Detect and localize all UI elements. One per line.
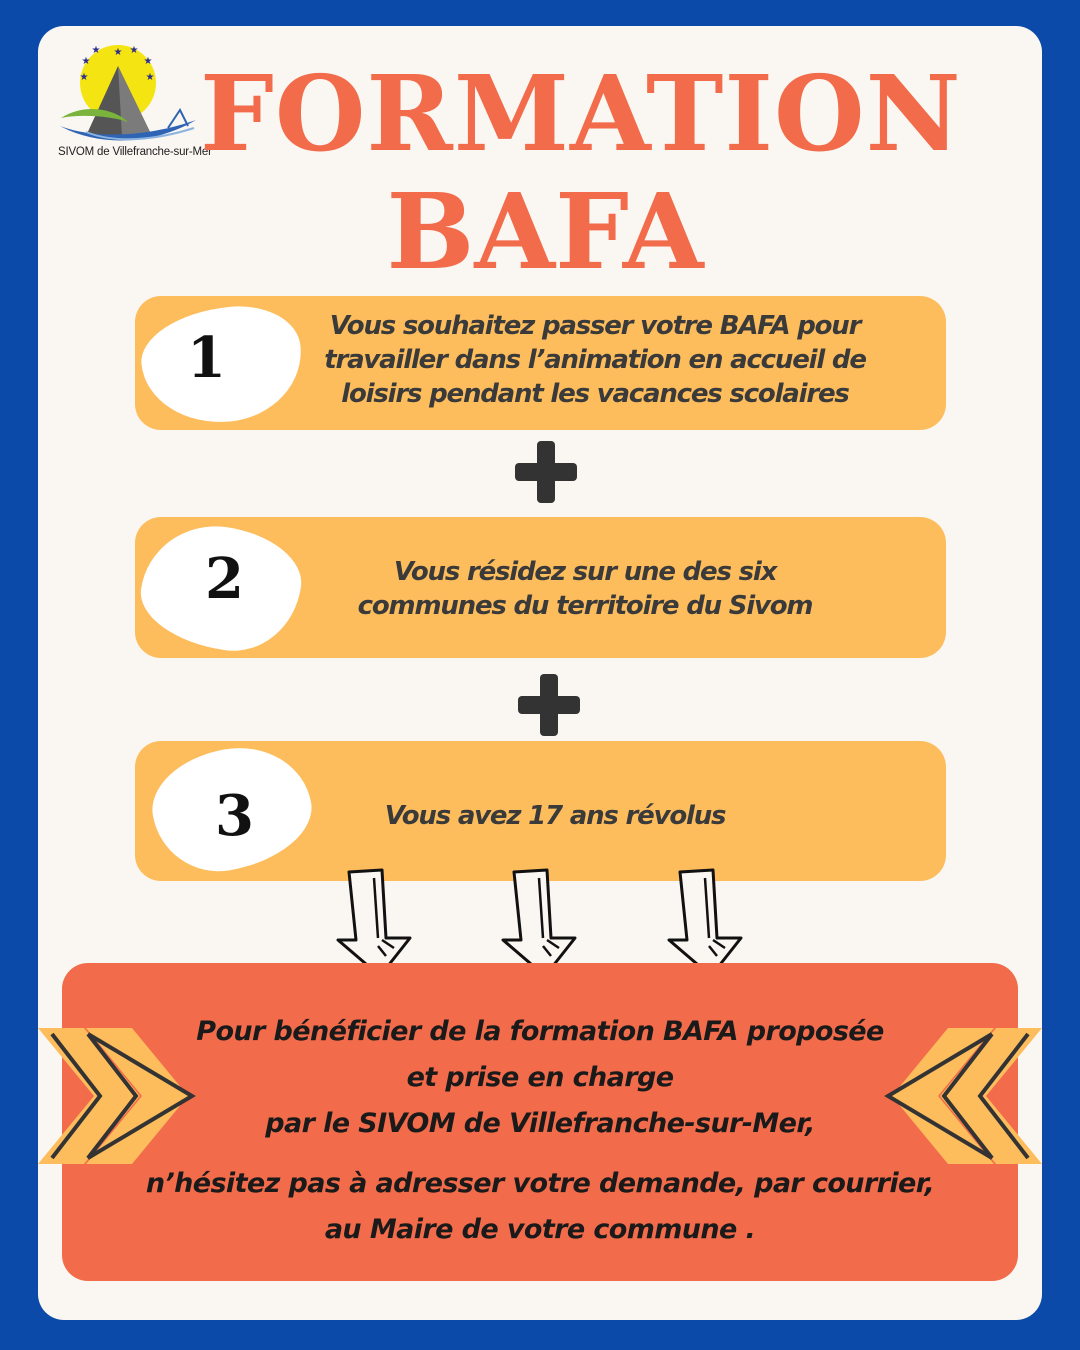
step-1-line-3: loisirs pendant les vacances scolaires bbox=[341, 379, 849, 409]
step-3-line-1: Vous avez 17 ans révolus bbox=[384, 801, 726, 831]
cta-line-3: par le SIVOM de Villefranche-sur-Mer, bbox=[265, 1108, 815, 1139]
logo-caption: SIVOM de Villefranche-sur-Mer bbox=[58, 146, 212, 158]
step-1-text bbox=[285, 309, 905, 411]
title-line-1: FORMATION bbox=[200, 52, 962, 175]
cta-line-2: et prise en charge bbox=[406, 1062, 674, 1093]
chevron-right-icon bbox=[38, 1020, 198, 1170]
plus-icon bbox=[515, 441, 577, 503]
svg-text:★: ★ bbox=[91, 45, 101, 56]
step-3-text bbox=[285, 799, 825, 833]
title-line-2: BAFA bbox=[386, 170, 704, 293]
svg-text:★: ★ bbox=[81, 56, 91, 67]
step-1-line-1: Vous souhaitez passer votre BAFA pour bbox=[329, 311, 861, 341]
cta-text-bottom bbox=[62, 1161, 1018, 1253]
cta-line-1: Pour bénéficier de la formation BAFA proposée bbox=[196, 1016, 884, 1047]
svg-text:★: ★ bbox=[145, 72, 155, 83]
svg-text:★: ★ bbox=[79, 72, 89, 83]
svg-text:★: ★ bbox=[129, 45, 139, 56]
chevron-left-icon bbox=[882, 1020, 1042, 1170]
svg-text:★: ★ bbox=[143, 56, 153, 67]
step-1-number: 1 bbox=[187, 325, 226, 391]
cta-line-5: au Maire de votre commune . bbox=[324, 1214, 756, 1245]
cta-box bbox=[62, 963, 1018, 1281]
plus-icon bbox=[518, 674, 580, 736]
cta-text-top bbox=[62, 1009, 1018, 1147]
step-3-box bbox=[135, 741, 946, 881]
step-2-line-1: Vous résidez sur une des six bbox=[393, 557, 777, 587]
svg-text:★: ★ bbox=[113, 47, 123, 58]
step-3-number: 3 bbox=[215, 783, 254, 849]
step-2-number: 2 bbox=[205, 546, 244, 612]
step-1-line-2: travailler dans l’animation en accueil de bbox=[324, 345, 866, 375]
step-2-text bbox=[285, 555, 885, 623]
cta-line-4: n’hésitez pas à adresser votre demande, par courrier, bbox=[145, 1168, 935, 1199]
step-1-box bbox=[135, 296, 946, 430]
step-2-box bbox=[135, 517, 946, 658]
step-2-line-2: communes du territoire du Sivom bbox=[357, 591, 813, 621]
